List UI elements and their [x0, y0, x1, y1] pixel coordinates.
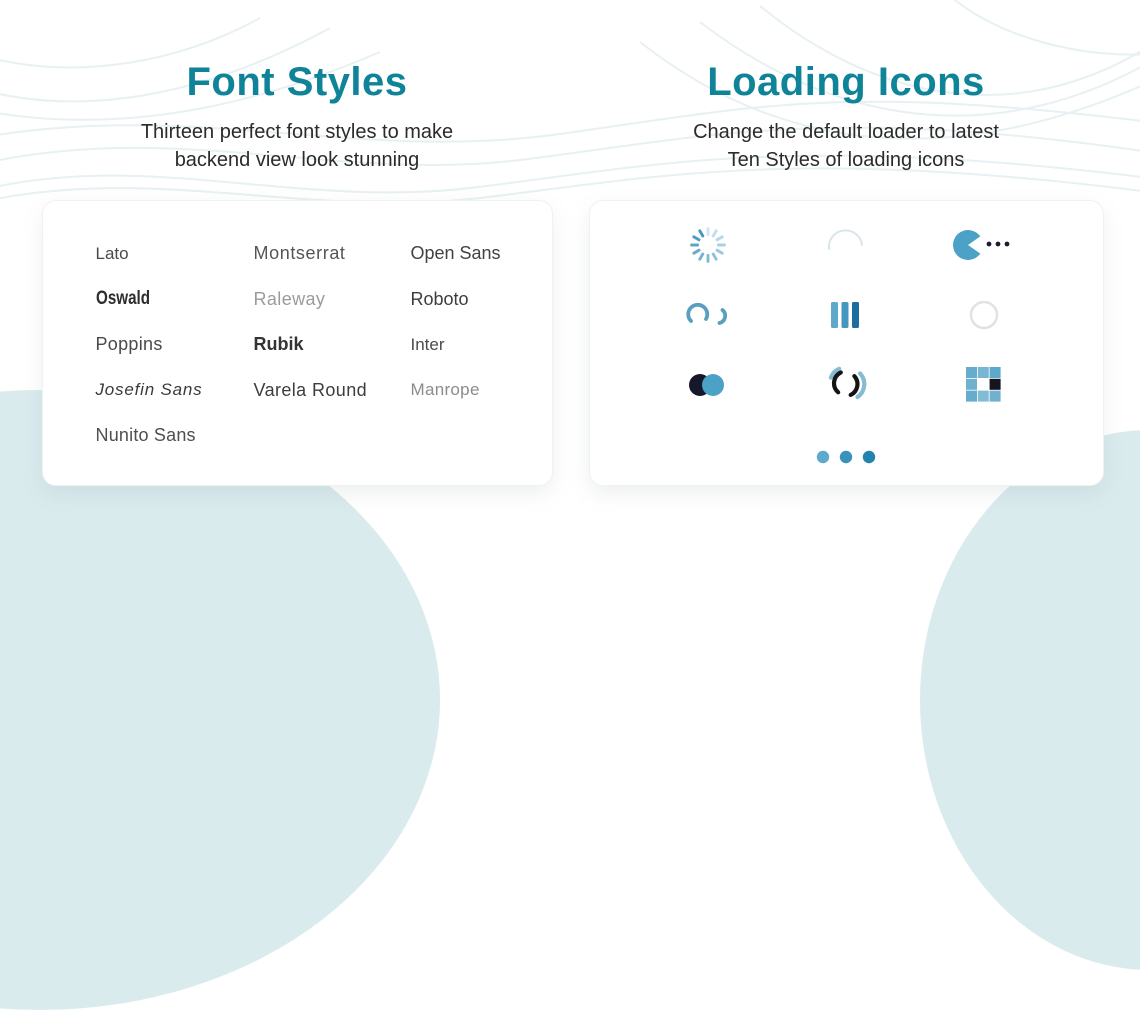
broken-ring-spinner-icon: [823, 362, 869, 408]
font-item-montserrat: Montserrat: [253, 243, 346, 264]
grid-squares-loader-icon: [966, 367, 1002, 403]
font-styles-title: Font Styles: [186, 60, 408, 104]
font-styles-subtitle-line2: backend view look stunning: [174, 149, 420, 171]
loading-icons-section: [570, 0, 1140, 578]
font-item-oswald: Oswald: [95, 288, 150, 310]
font-styles-section: [0, 0, 570, 578]
font-item-varela-round: Varela Round: [253, 379, 368, 400]
loading-icons-subtitle: [693, 118, 999, 174]
three-dots-loader-icon: [810, 437, 882, 477]
font-styles-subtitle: [141, 118, 453, 174]
bars-loader-icon: [831, 297, 861, 333]
loading-icons-title: Loading Icons: [707, 60, 985, 104]
font-item-poppins: Poppins: [95, 334, 163, 355]
font-styles-subtitle-line1: Thirteen perfect font styles to make: [140, 121, 454, 143]
arc-spinner-icon: [824, 223, 868, 267]
font-item-nunito-sans: Nunito Sans: [95, 425, 196, 446]
font-item-raleway: Raleway: [253, 288, 326, 309]
font-item-roboto: Roboto: [410, 288, 469, 309]
dual-ball-loader-icon: [684, 370, 732, 400]
font-item-josefin-sans: Josefin Sans: [95, 380, 203, 400]
loading-icons-subtitle-line2: Ten Styles of loading icons: [727, 149, 965, 171]
font-item-open-sans: Open Sans: [410, 243, 501, 264]
font-styles-card: [42, 200, 553, 486]
pacman-loader-icon: [951, 223, 1017, 267]
font-item-rubik: Rubik: [253, 334, 304, 355]
double-crescent-spinner-icon: [685, 297, 731, 333]
loading-icons-card: [589, 200, 1104, 486]
loading-icons-subtitle-line1: Change the default loader to latest: [693, 121, 999, 143]
font-item-lato: Lato: [95, 243, 129, 263]
font-item-manrope: Manrope: [410, 380, 480, 400]
ring-spinner-icon: [967, 298, 1001, 332]
ray-spinner-icon: [687, 224, 729, 266]
font-item-inter: Inter: [410, 334, 445, 354]
